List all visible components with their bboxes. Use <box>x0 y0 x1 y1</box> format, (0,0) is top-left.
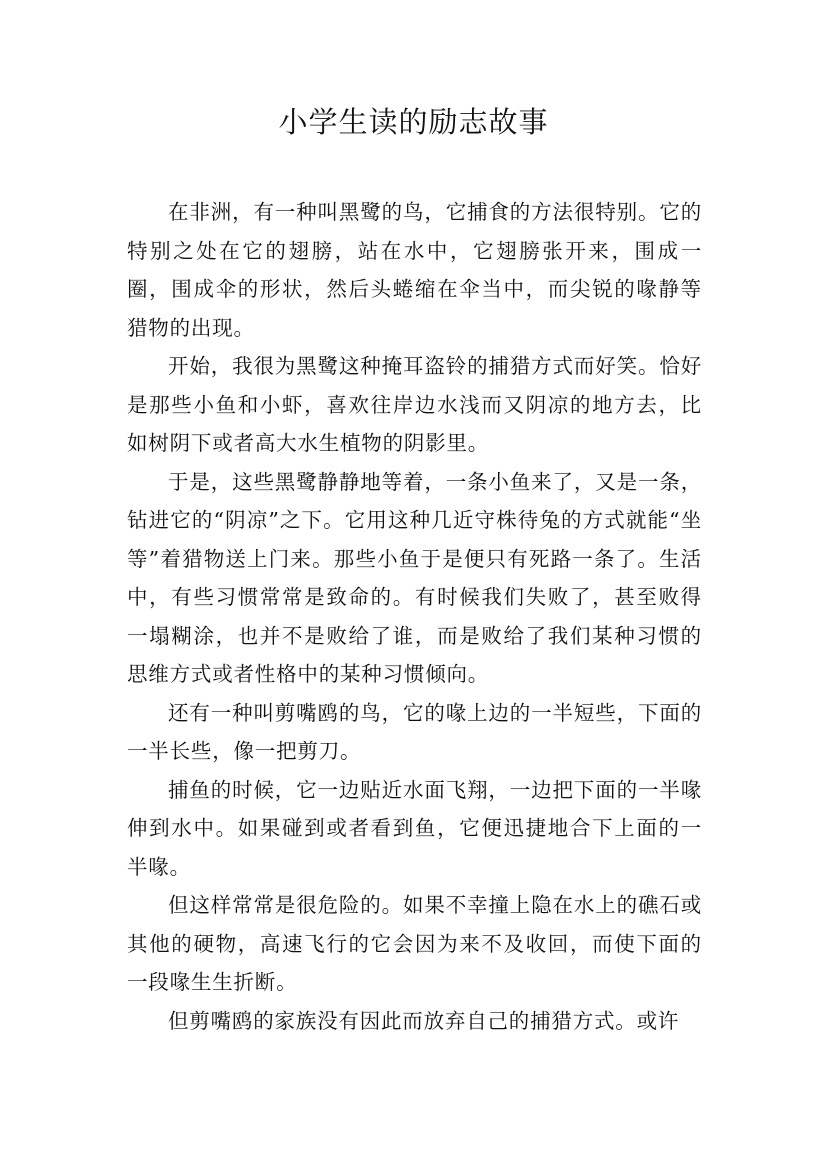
paragraph: 捕鱼的时候，它一边贴近水面飞翔，一边把下面的一半喙伸到水中。如果碰到或者看到鱼，它便迅捷地合下上面的一半喙。 <box>127 777 702 879</box>
paragraph: 还有一种叫剪嘴鸥的鸟，它的喙上边的一半短些，下面的一半长些，像一把剪刀。 <box>127 700 702 763</box>
paragraph: 于是，这些黑鹭静静地等着，一条小鱼来了，又是一条，钻进它的“阴凉”之下。它用这种几近守株待兔的方式就能“坐等”着猎物送上门来。那些小鱼于是便只有死路一条了。生活中，有些习惯常常是致命的。有时候我们失败了，甚至败得一塌糊涂，也并不是败给了谁，而是败给了我们某种习惯的思维方式或者性格中的某种习惯倾向。 <box>127 469 702 686</box>
paragraph: 开始，我很为黑鹭这种掩耳盗铃的捕猎方式而好笑。恰好是那些小鱼和小虾，喜欢往岸边水浅而又阴凉的地方去，比如树阴下或者高大水生植物的阴影里。 <box>127 354 702 455</box>
paragraph: 在非洲，有一种叫黑鹭的鸟，它捕食的方法很特别。它的特别之处在它的翅膀，站在水中，它翅膀张开来，围成一圈，围成伞的形状，然后头蜷缩在伞当中，而尖锐的喙静等猎物的出现。 <box>127 200 702 340</box>
paragraph: 但这样常常是很危险的。如果不幸撞上隐在水上的礁石或其他的硬物，高速飞行的它会因为来不及收回，而使下面的一段喙生生折断。 <box>127 893 702 994</box>
document-title: 小学生读的励志故事 <box>278 105 549 139</box>
document-body <box>127 193 702 1040</box>
paragraph: 但剪嘴鸥的家族没有因此而放弃自己的捕猎方式。或许 <box>168 1008 680 1033</box>
